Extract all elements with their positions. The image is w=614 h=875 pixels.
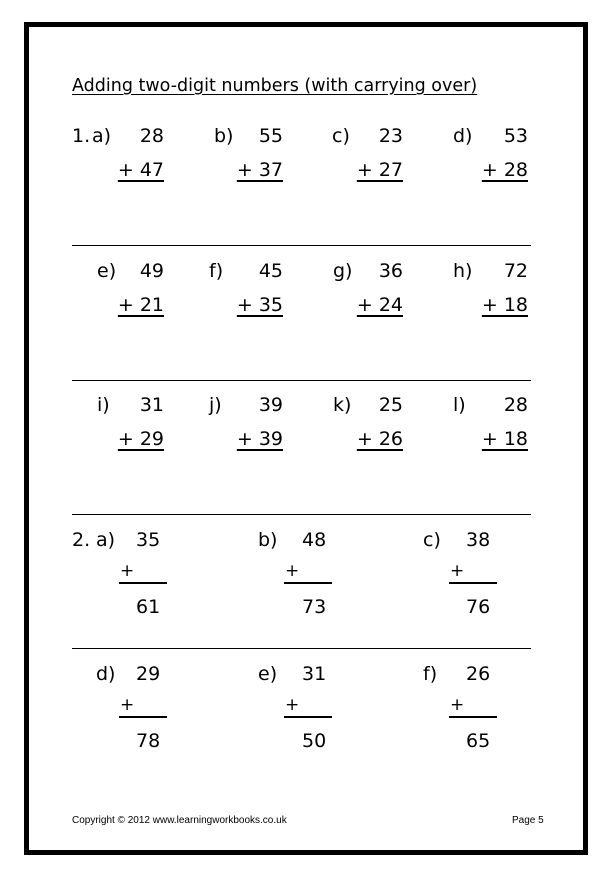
separator-line [72,648,531,649]
problem-label: d) [96,663,116,685]
sum-answer: 76 [466,596,491,618]
separator-line [72,514,531,515]
addend-bottom: + 24 [356,294,403,316]
addend-top: 26 [466,663,491,685]
problem-label: c) [423,529,441,551]
addend-bottom: + 18 [481,294,528,316]
addend-top: 38 [466,529,491,551]
missing-addend-blank[interactable] [449,716,497,718]
addend-top: 35 [136,529,161,551]
missing-addend-blank[interactable] [119,582,167,584]
page-number: Page 5 [512,815,544,826]
problem-label: g) [333,260,353,282]
addend-top: 31 [139,394,164,416]
addend-bottom: + 37 [236,159,283,181]
addend-bottom: + 21 [117,294,164,316]
addend-top: 25 [378,394,403,416]
plus-sign: + [285,695,300,715]
plus-sign: + [120,695,135,715]
sum-answer: 61 [136,596,161,618]
sum-answer: 73 [302,596,327,618]
missing-addend-blank[interactable] [284,716,332,718]
sum-answer: 65 [466,730,491,752]
separator-line [72,245,531,246]
problem-label: a) [96,529,116,551]
addend-top: 31 [302,663,327,685]
problem-label: i) [97,394,110,416]
addend-bottom: + 29 [117,428,164,450]
addend-bottom: + 27 [356,159,403,181]
separator-line [72,380,531,381]
addend-bottom: + 26 [356,428,403,450]
addend-bottom: + 35 [236,294,283,316]
addend-bottom: + 47 [117,159,164,181]
problem-label: b) [214,125,234,147]
problem-label: e) [97,260,117,282]
question-1-number: 1. [72,125,91,147]
addend-top: 29 [136,663,161,685]
plus-sign: + [450,561,465,581]
plus-sign: + [450,695,465,715]
addend-bottom: + 18 [481,428,528,450]
problem-label: h) [453,260,473,282]
problem-label: d) [453,125,473,147]
addend-top: 45 [258,260,283,282]
problem-label: e) [258,663,278,685]
problem-label: f) [209,260,224,282]
plus-sign: + [120,561,135,581]
plus-sign: + [285,561,300,581]
problem-label: f) [423,663,438,685]
addend-top: 39 [258,394,283,416]
problem-label: j) [209,394,222,416]
addend-top: 28 [503,394,528,416]
missing-addend-blank[interactable] [449,582,497,584]
addend-bottom: + 39 [236,428,283,450]
addend-top: 55 [258,125,283,147]
addend-top: 72 [503,260,528,282]
addend-top: 53 [503,125,528,147]
missing-addend-blank[interactable] [119,716,167,718]
problem-label: a) [92,125,112,147]
problem-label: l) [453,394,466,416]
addend-top: 28 [139,125,164,147]
problem-label: b) [258,529,278,551]
sum-answer: 78 [136,730,161,752]
question-2-number: 2. [72,529,91,551]
missing-addend-blank[interactable] [284,582,332,584]
addend-top: 36 [378,260,403,282]
copyright-text: Copyright © 2012 www.learningworkbooks.co.uk [72,815,287,826]
addend-top: 49 [139,260,164,282]
worksheet-title: Adding two-digit numbers (with carrying over) [72,76,478,96]
problem-label: k) [333,394,352,416]
addend-bottom: + 28 [481,159,528,181]
addend-top: 23 [378,125,403,147]
addend-top: 48 [302,529,327,551]
sum-answer: 50 [302,730,327,752]
problem-label: c) [332,125,350,147]
